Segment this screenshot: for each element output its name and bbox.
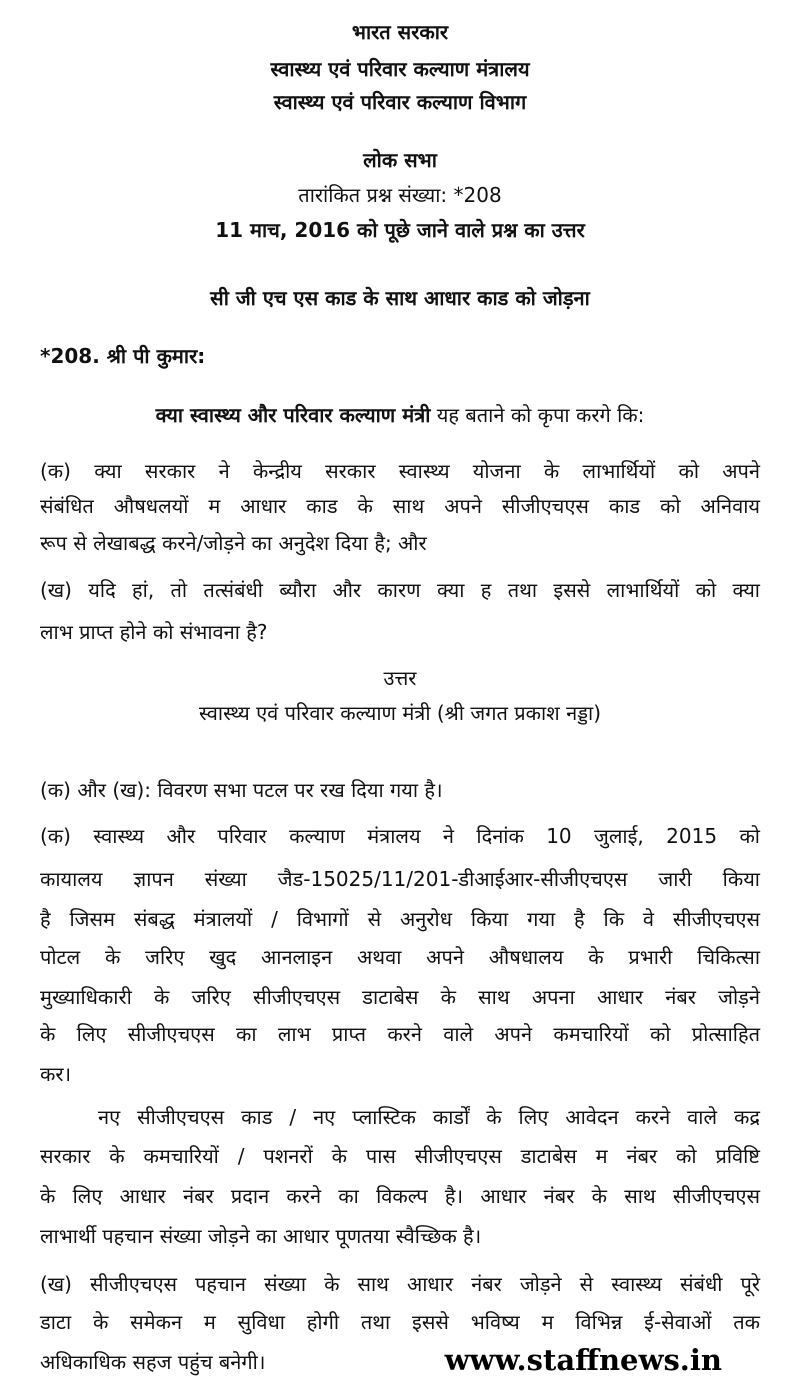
intro-minister: क्या स्वास्थ्य और परिवार कल्याण मंत्री — [155, 403, 431, 427]
answer-b-line: अधिकाधिक सहज पहुंच बनेगी। — [40, 1350, 266, 1374]
answer-a2-line: लाभार्थी पहचान संख्या जोड़ने का आधार पूणतया स्वैच्छिक है। — [40, 1224, 482, 1248]
header-government: भारत सरकार — [351, 20, 449, 44]
answer-a-line: कायालय ज्ञापन संख्या जैड-15025/11/201-डीआईआर-सीजीएचएस जारी किया — [40, 867, 760, 891]
answer-minister: स्वास्थ्य एवं परिवार कल्याण मंत्री (श्री जगत प्रकाश नड्डा) — [198, 701, 602, 725]
answer-a-line: पोटल के जरिए खुद आनलाइन अथवा अपने औषधालय के प्रभारी चिकित्सा — [40, 945, 760, 969]
answer-a-line: कर। — [40, 1062, 72, 1086]
site-watermark: www.staffnews.in — [444, 1343, 722, 1377]
question-number: तारांकित प्रश्न संख्या: *208 — [298, 183, 502, 207]
question-intro — [40, 401, 760, 428]
answer-a2-line: नए सीजीएचएस काड / नए प्लास्टिक कार्डों के लिए आवेदन करने वाले कद्र — [98, 1105, 760, 1129]
asker-name: *208. श्री पी कुमार: — [40, 344, 206, 368]
question-b-line: लाभ प्राप्त होने को संभावना है? — [40, 620, 268, 644]
answer-title: उत्तर — [383, 666, 417, 690]
answer-a-line: (क) स्वास्थ्य और परिवार कल्याण मंत्रालय ने दिनांक 10 जुलाई, 2015 को — [40, 824, 760, 848]
intro-rest: यह बताने को कृपा करगे कि: — [430, 403, 645, 427]
answer-b-line: (ख) सीजीएचएस पहचान संख्या के साथ आधार नंबर जोड़ने से स्वास्थ्य संबंधी पूरे — [40, 1272, 760, 1296]
question-a-line: (क) क्या सरकार ने केन्द्रीय सरकार स्वास्थ्य योजना के लाभार्थियों को अपने — [40, 459, 760, 483]
answer-date: 11 माच, 2016 को पूछे जाने वाले प्रश्न का उत्तर — [215, 218, 585, 242]
header-ministry: स्वास्थ्य एवं परिवार कल्याण मंत्रालय — [270, 57, 530, 81]
header-department: स्वास्थ्य एवं परिवार कल्याण विभाग — [273, 90, 527, 114]
answer-a2-line: के लिए आधार नंबर प्रदान करने का विकल्प है। आधार नंबर के साथ सीजीएचएस — [40, 1184, 760, 1208]
answer-a-line: मुख्याधिकारी के जरिए सीजीएचएस डाटाबेस के साथ अपना आधार नंबर जोड़ने — [40, 985, 760, 1009]
answer-a-line: के लिए सीजीएचएस का लाभ प्राप्त करने वाले अपने कमचारियों को प्रोत्साहित — [40, 1022, 760, 1046]
answer-a-line: है जिसम संबद्ध मंत्रालयों / विभागों से अनुरोध किया गया है कि वे सीजीएचएस — [40, 907, 760, 931]
house-name: लोक सभा — [363, 148, 437, 172]
question-a-line: संबंधित औषधलयों म आधार काड के साथ अपने सीजीएचएस काड को अनिवाय — [40, 494, 760, 518]
question-a-line: रूप से लेखाबद्ध करने/जोड़ने का अनुदेश दिया है; और — [40, 531, 427, 555]
answer-a2-line: सरकार के कमचारियों / पशनरों के पास सीजीएचएस डाटाबेस म नंबर को प्रविष्टि — [40, 1144, 760, 1168]
subject-title: सी जी एच एस काड के साथ आधार काड को जोड़ना — [210, 286, 590, 310]
question-b-line: (ख) यदि हां, तो तत्संबंधी ब्यौरा और कारण क्या ह तथा इससे लाभार्थियों को क्या — [40, 578, 760, 602]
answer-intro: (क) और (ख): विवरण सभा पटल पर रख दिया गया है। — [40, 778, 443, 802]
answer-b-line: डाटा के समेकन म सुविधा होगी तथा इससे भविष्य म विभिन्न ई-सेवाओं तक — [40, 1310, 760, 1334]
